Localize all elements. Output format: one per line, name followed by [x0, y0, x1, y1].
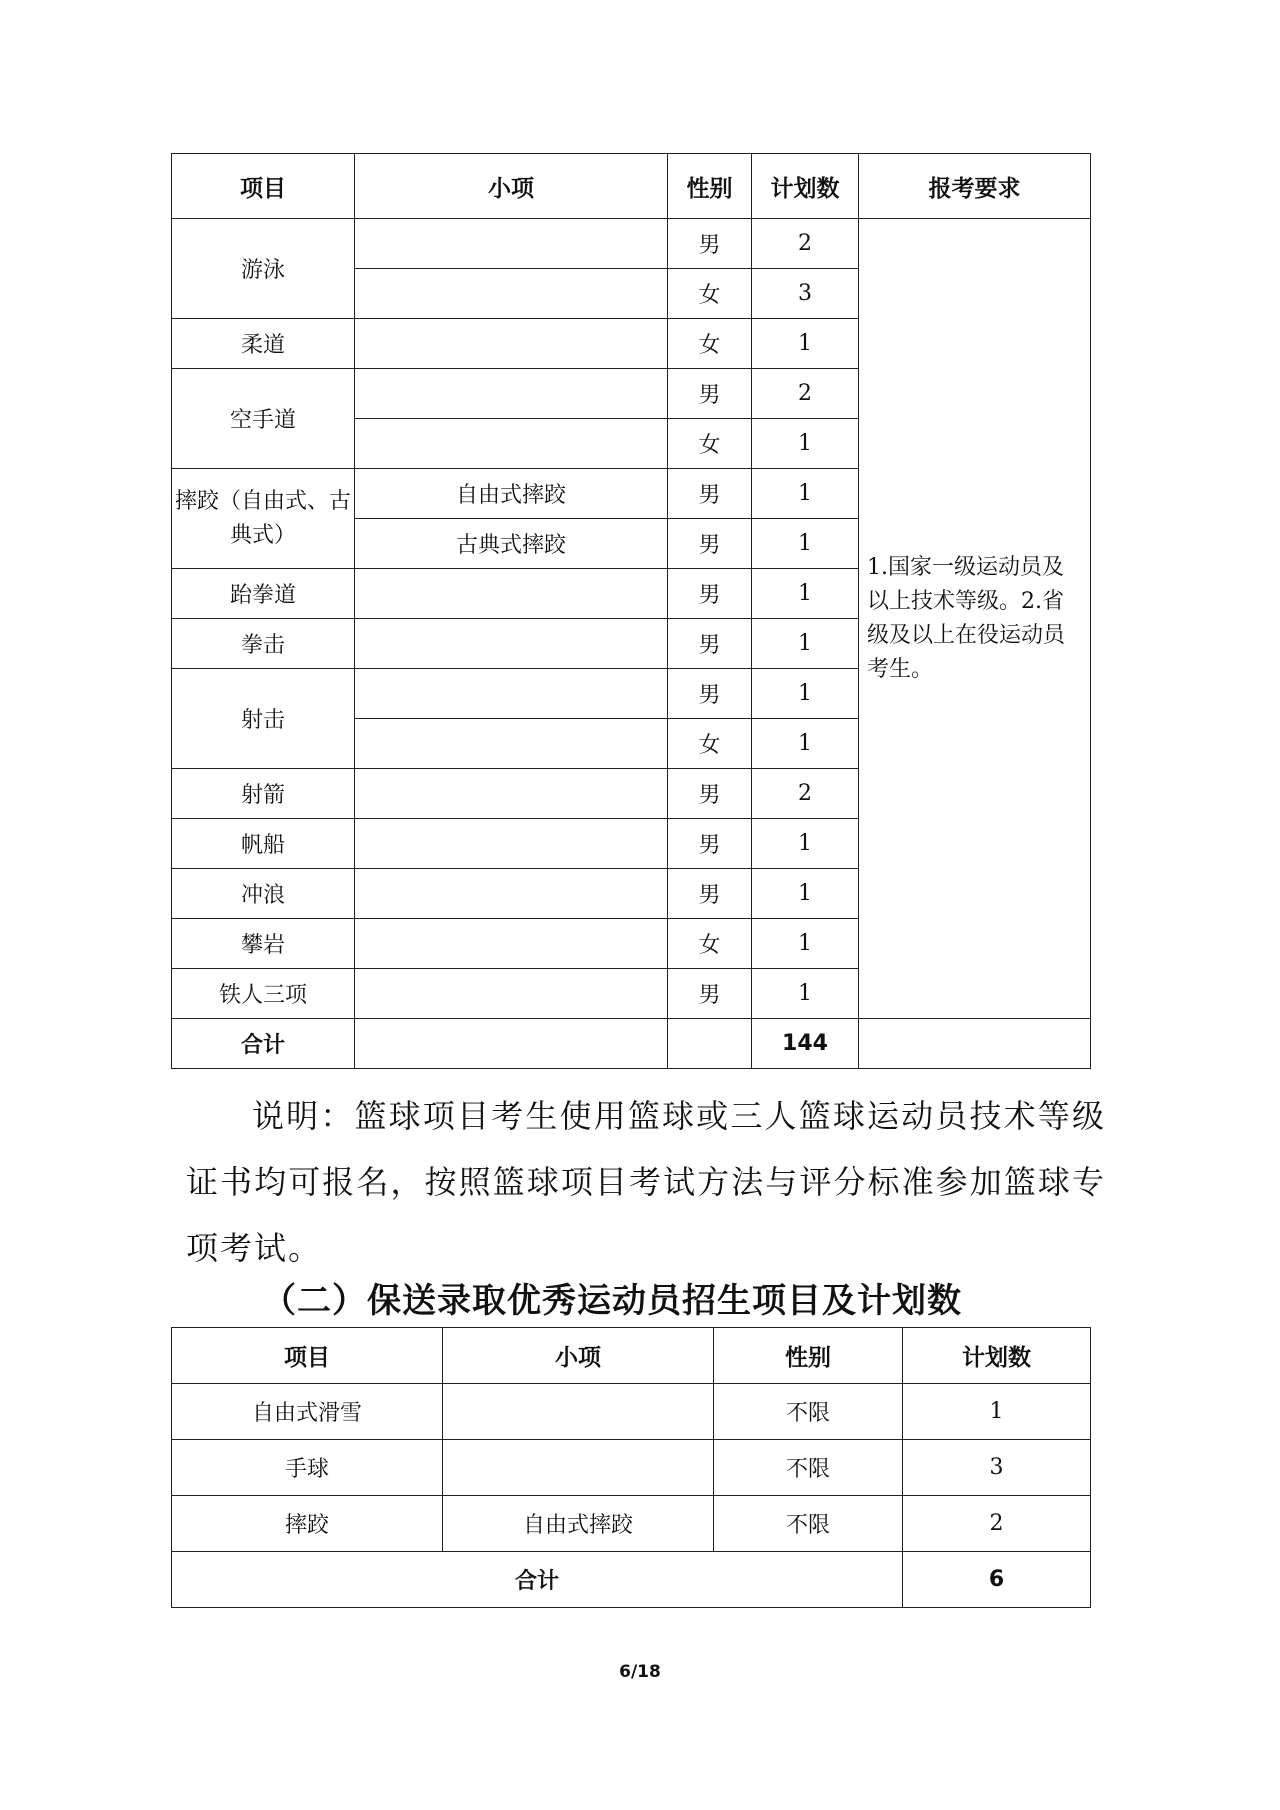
- project-cell: 射击: [172, 669, 355, 769]
- note-text: 说明：篮球项目考生使用篮球或三人篮球运动员技术等级证书均可报名，按照篮球项目考试方法与评分标准参加篮球专项考试。: [186, 1097, 1106, 1267]
- gender-cell: 女: [668, 269, 752, 319]
- subitem-cell: [355, 919, 668, 969]
- note-paragraph: [186, 1083, 1106, 1281]
- header-project: 项目: [172, 154, 355, 219]
- subitem-cell: 自由式摔跤: [443, 1496, 714, 1552]
- subitem-cell: [355, 419, 668, 469]
- plan-cell: 2: [752, 369, 859, 419]
- gender-cell: [668, 1019, 752, 1069]
- project-cell: 摔跤: [172, 1496, 443, 1552]
- header-subitem: 小项: [443, 1328, 714, 1384]
- table-row: [172, 1384, 1091, 1440]
- table-header-row: [172, 1328, 1091, 1384]
- total-plan: 144: [752, 1019, 859, 1069]
- plan-cell: 1: [752, 569, 859, 619]
- gender-cell: 男: [668, 669, 752, 719]
- header-plan: 计划数: [752, 154, 859, 219]
- header-subitem: 小项: [355, 154, 668, 219]
- subitem-cell: [355, 319, 668, 369]
- gender-cell: 男: [668, 819, 752, 869]
- subitem-cell: [355, 269, 668, 319]
- plan-cell: 1: [752, 319, 859, 369]
- table-row: [172, 219, 1091, 269]
- header-project: 项目: [172, 1328, 443, 1384]
- subitem-cell: [355, 719, 668, 769]
- total-row: [172, 1019, 1091, 1069]
- plan-cell: 1: [752, 619, 859, 669]
- gender-cell: 女: [668, 419, 752, 469]
- gender-cell: 男: [668, 219, 752, 269]
- header-plan: 计划数: [903, 1328, 1091, 1384]
- plan-cell: 3: [752, 269, 859, 319]
- header-requirement: 报考要求: [859, 154, 1091, 219]
- gender-cell: 男: [668, 769, 752, 819]
- table-header-row: [172, 154, 1091, 219]
- table-row: [172, 1440, 1091, 1496]
- plan-cell: 1: [752, 919, 859, 969]
- gender-cell: 男: [668, 519, 752, 569]
- gender-cell: 不限: [714, 1384, 903, 1440]
- requirement-cell: 1.国家一级运动员及以上技术等级。2.省级及以上在役运动员考生。: [859, 219, 1091, 1019]
- project-cell: 空手道: [172, 369, 355, 469]
- gender-cell: 男: [668, 619, 752, 669]
- plan-cell: 1: [752, 819, 859, 869]
- project-cell: 摔跤（自由式、古典式）: [172, 469, 355, 569]
- plan-cell: 1: [752, 719, 859, 769]
- gender-cell: 不限: [714, 1440, 903, 1496]
- subitem-cell: [355, 569, 668, 619]
- requirement-cell: [859, 1019, 1091, 1069]
- subitem-cell: [355, 619, 668, 669]
- subitem-cell: [355, 769, 668, 819]
- gender-cell: 女: [668, 319, 752, 369]
- total-label: 合计: [172, 1552, 903, 1608]
- total-plan: 6: [903, 1552, 1091, 1608]
- project-cell: 射箭: [172, 769, 355, 819]
- subitem-cell: [355, 1019, 668, 1069]
- plan-cell: 1: [752, 969, 859, 1019]
- gender-cell: 不限: [714, 1496, 903, 1552]
- project-cell: 拳击: [172, 619, 355, 669]
- total-row: [172, 1552, 1091, 1608]
- table-row: [172, 1496, 1091, 1552]
- subitem-cell: [355, 669, 668, 719]
- gender-cell: 男: [668, 569, 752, 619]
- subitem-cell: [355, 819, 668, 869]
- project-cell: 游泳: [172, 219, 355, 319]
- header-gender: 性别: [714, 1328, 903, 1384]
- plan-cell: 1: [752, 669, 859, 719]
- total-label: 合计: [172, 1019, 355, 1069]
- plan-cell: 1: [752, 419, 859, 469]
- project-cell: 柔道: [172, 319, 355, 369]
- plan-cell: 1: [752, 519, 859, 569]
- subitem-cell: 自由式摔跤: [355, 469, 668, 519]
- subitem-cell: [355, 219, 668, 269]
- subitem-cell: [355, 869, 668, 919]
- gender-cell: 女: [668, 719, 752, 769]
- gender-cell: 男: [668, 969, 752, 1019]
- subitem-cell: 古典式摔跤: [355, 519, 668, 569]
- subitem-cell: [443, 1384, 714, 1440]
- header-gender: 性别: [668, 154, 752, 219]
- plan-cell: 1: [903, 1384, 1091, 1440]
- plan-cell: 2: [752, 219, 859, 269]
- page-number: 6/18: [619, 1662, 661, 1682]
- plan-cell: 2: [903, 1496, 1091, 1552]
- plan-cell: 1: [752, 869, 859, 919]
- gender-cell: 男: [668, 469, 752, 519]
- plan-cell: 3: [903, 1440, 1091, 1496]
- subitem-cell: [355, 969, 668, 1019]
- plan-cell: 2: [752, 769, 859, 819]
- project-cell: 手球: [172, 1440, 443, 1496]
- gender-cell: 男: [668, 869, 752, 919]
- subitem-cell: [443, 1440, 714, 1496]
- subitem-cell: [355, 369, 668, 419]
- athlete-plan-table: [171, 153, 1091, 1069]
- project-cell: 冲浪: [172, 869, 355, 919]
- guaranteed-admission-table: [171, 1327, 1091, 1608]
- project-cell: 铁人三项: [172, 969, 355, 1019]
- project-cell: 自由式滑雪: [172, 1384, 443, 1440]
- plan-cell: 1: [752, 469, 859, 519]
- gender-cell: 女: [668, 919, 752, 969]
- project-cell: 帆船: [172, 819, 355, 869]
- project-cell: 跆拳道: [172, 569, 355, 619]
- project-cell: 攀岩: [172, 919, 355, 969]
- gender-cell: 男: [668, 369, 752, 419]
- section-title: （二）保送录取优秀运动员招生项目及计划数: [262, 1281, 962, 1321]
